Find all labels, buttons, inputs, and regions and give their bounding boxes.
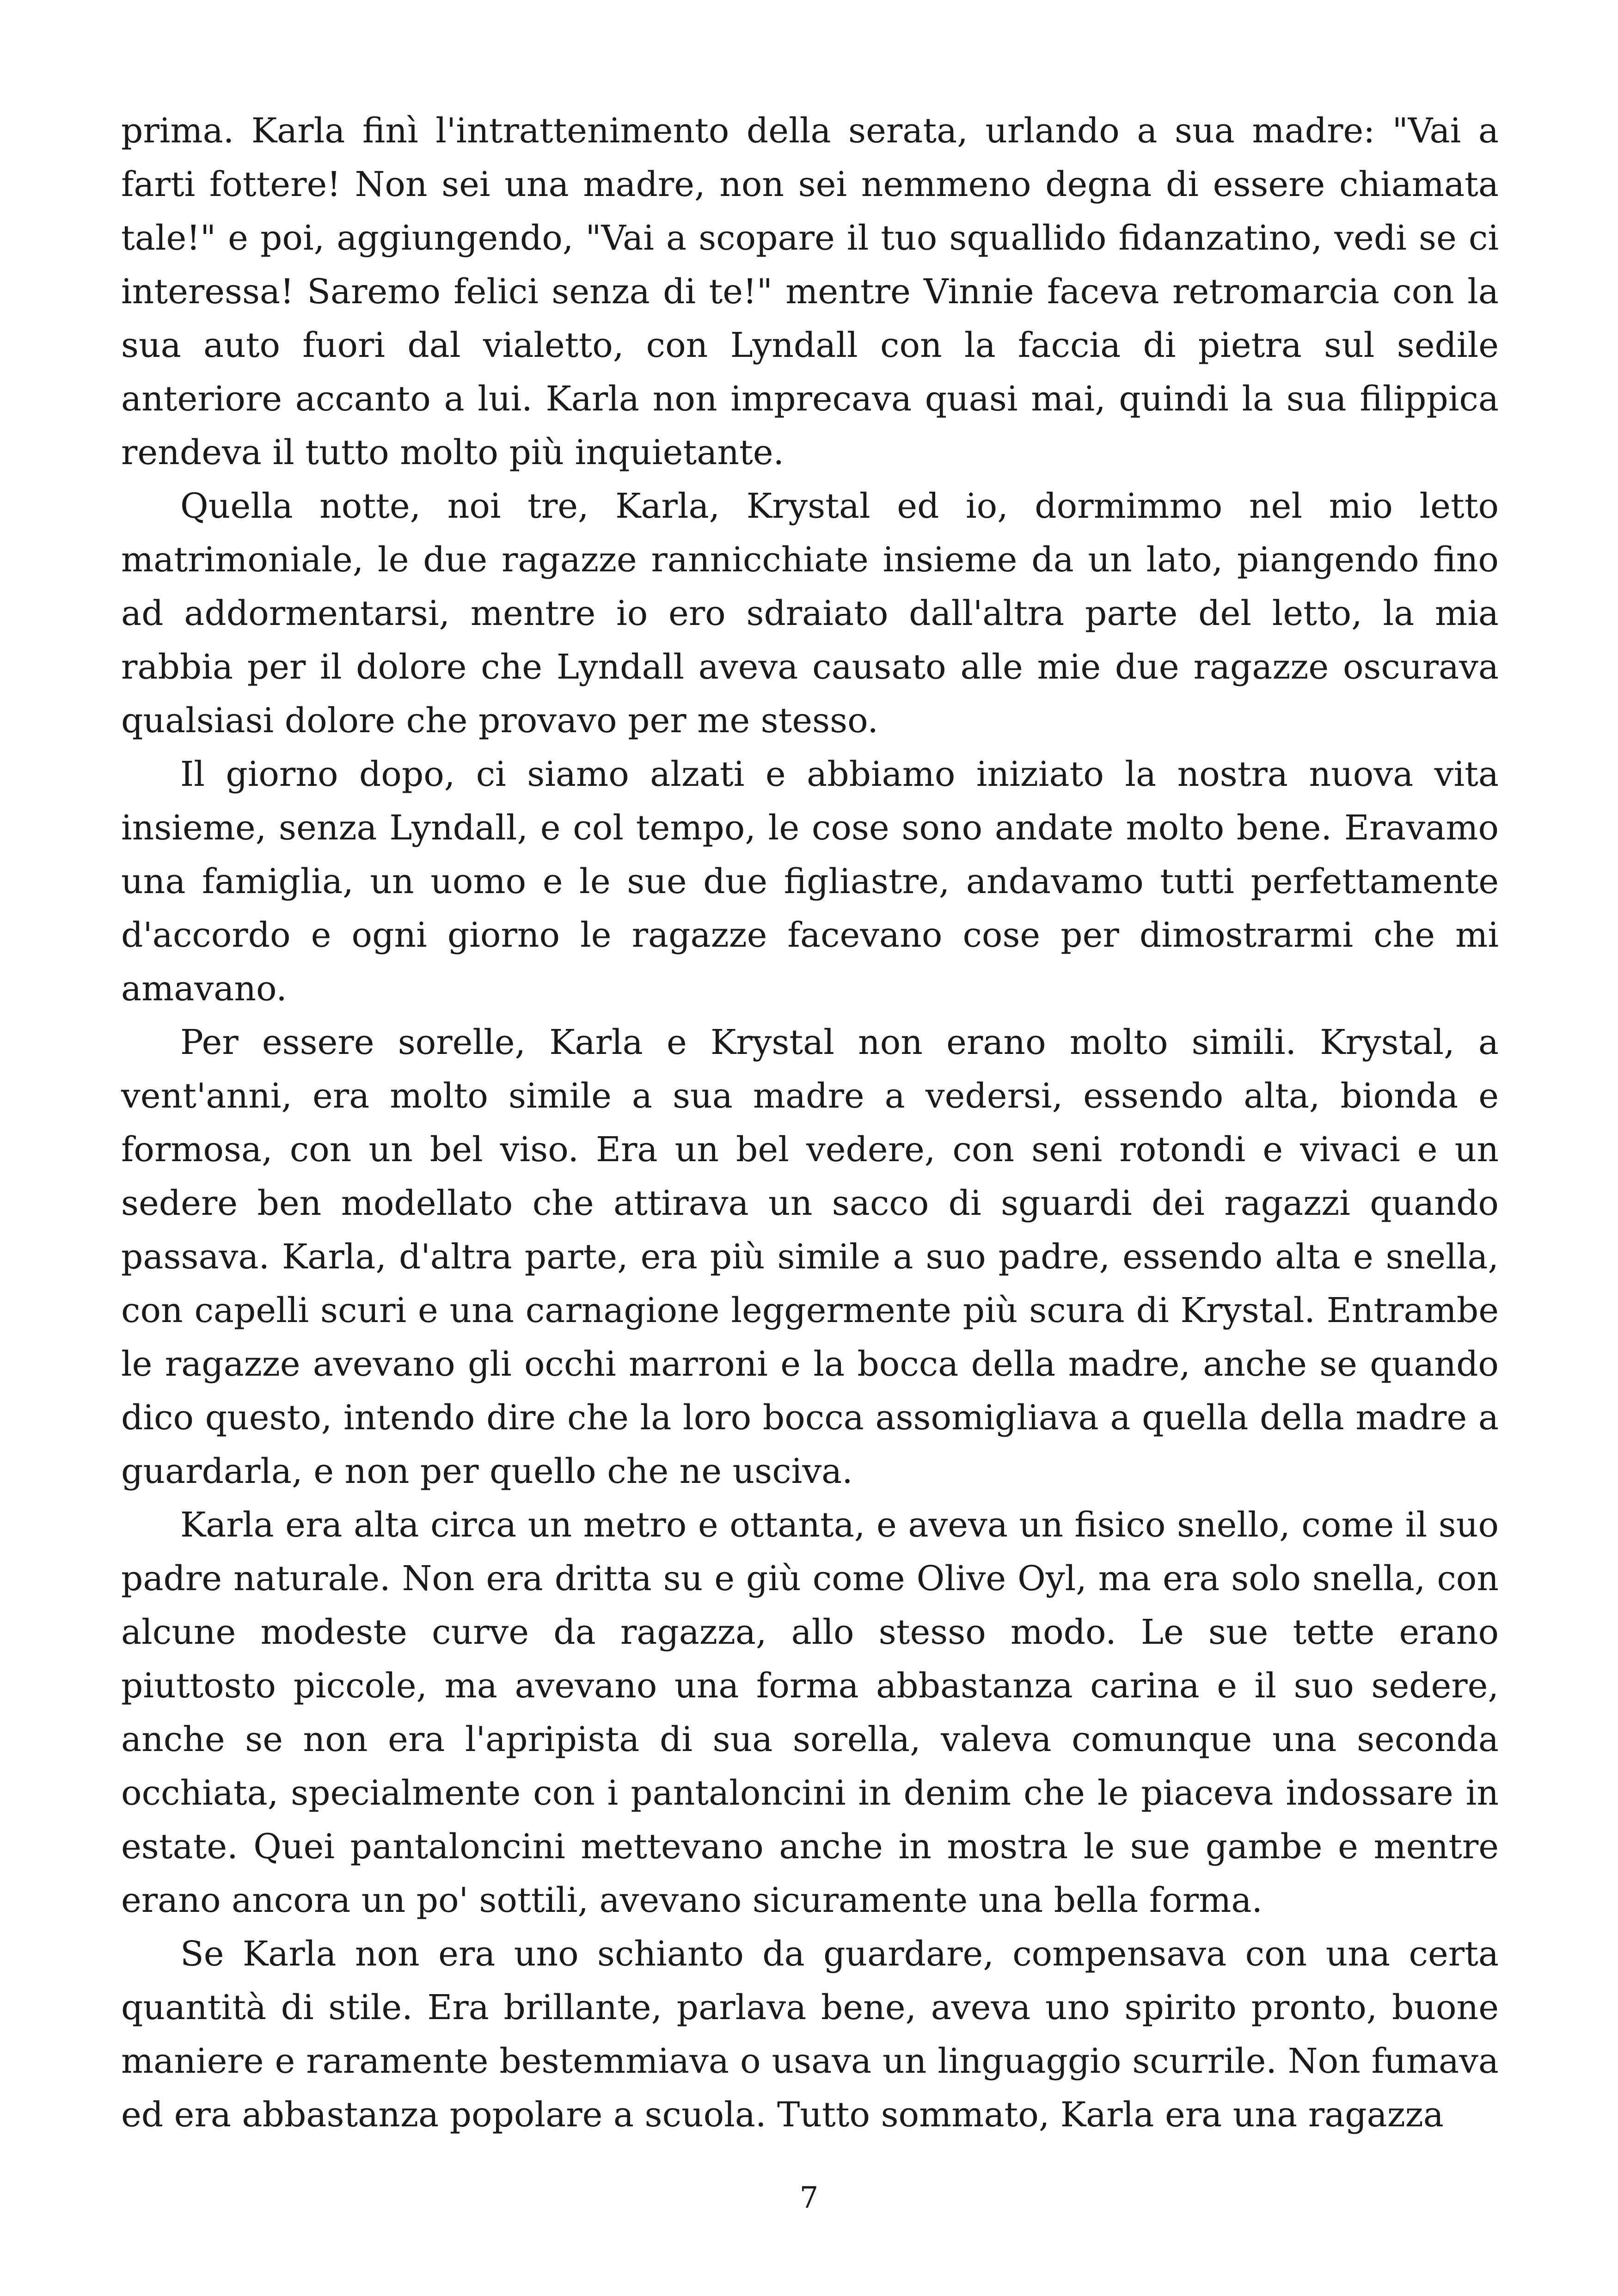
page-body-text <box>121 104 1499 2142</box>
paragraph-1: prima. Karla finì l'intrattenimento della serata, urlando a sua madre: "Vai a farti fottere! Non sei una madre, non sei nemmeno degna di essere chiamata tale!" e poi, aggiungendo, "Vai a scopare il tuo squallido fidanzatino, vedi se ci interessa! Saremo felici senza di te!" mentre Vinnie faceva retromarcia con la sua auto fuori dal vialetto, con Lyndall con la faccia di pietra sul sedile anteriore accanto a lui. Karla non imprecava quasi mai, quindi la sua filippica rendeva il tutto molto più inquietante. <box>121 111 1499 472</box>
paragraph-4: Per essere sorelle, Karla e Krystal non erano molto simili. Krystal, a vent'anni, era molto simile a sua madre a vedersi, essendo alta, bionda e formosa, con un bel viso. Era un bel vedere, con seni rotondi e vivaci e un sedere ben modellato che attirava un sacco di sguardi dei ragazzi quando passava. Karla, d'altra parte, era più simile a suo padre, essendo alta e snella, con capelli scuri e una carnagione leggermente più scura di Krystal. Entrambe le ragazze avevano gli occhi marroni e la bocca della madre, anche se quando dico questo, intendo dire che la loro bocca assomigliava a quella della madre a guardarla, e non per quello che ne usciva. <box>121 1022 1499 1491</box>
paragraph-6: Se Karla non era uno schianto da guardare, compensava con una certa quantità di stile. Era brillante, parlava bene, aveva uno spirito pronto, buone maniere e raramente bestemmiava o usava un linguaggio scurrile. Non fumava ed era abbastanza popolare a scuola. Tutto sommato, Karla era una ragazza <box>121 1934 1499 2135</box>
paragraph-3: Il giorno dopo, ci siamo alzati e abbiamo iniziato la nostra nuova vita insieme, senza Lyndall, e col tempo, le cose sono andate molto bene. Eravamo una famiglia, un uomo e le sue due figliastre, andavamo tutti perfettamente d'accordo e ogni giorno le ragazze facevano cose per dimostrarmi che mi amavano. <box>121 754 1499 1009</box>
paragraph-2: Quella notte, noi tre, Karla, Krystal ed io, dormimmo nel mio letto matrimoniale, le due ragazze rannicchiate insieme da un lato, piangendo fino ad addormentarsi, mentre io ero sdraiato dall'altra parte del letto, la mia rabbia per il dolore che Lyndall aveva causato alle mie due ragazze oscurava qualsiasi dolore che provavo per me stesso. <box>121 486 1499 741</box>
paragraph-5: Karla era alta circa un metro e ottanta, e aveva un fisico snello, come il suo padre naturale. Non era dritta su e giù come Olive Oyl, ma era solo snella, con alcune modeste curve da ragazza, allo stesso modo. Le sue tette erano piuttosto piccole, ma avevano una forma abbastanza carina e il suo sedere, anche se non era l'apripista di sua sorella, valeva comunque una seconda occhiata, specialmente con i pantaloncini in denim che le piaceva indossare in estate. Quei pantaloncini mettevano anche in mostra le sue gambe e mentre erano ancora un po' sottili, avevano sicuramente una bella forma. <box>121 1505 1499 1920</box>
page-number: 7 <box>799 2181 819 2215</box>
